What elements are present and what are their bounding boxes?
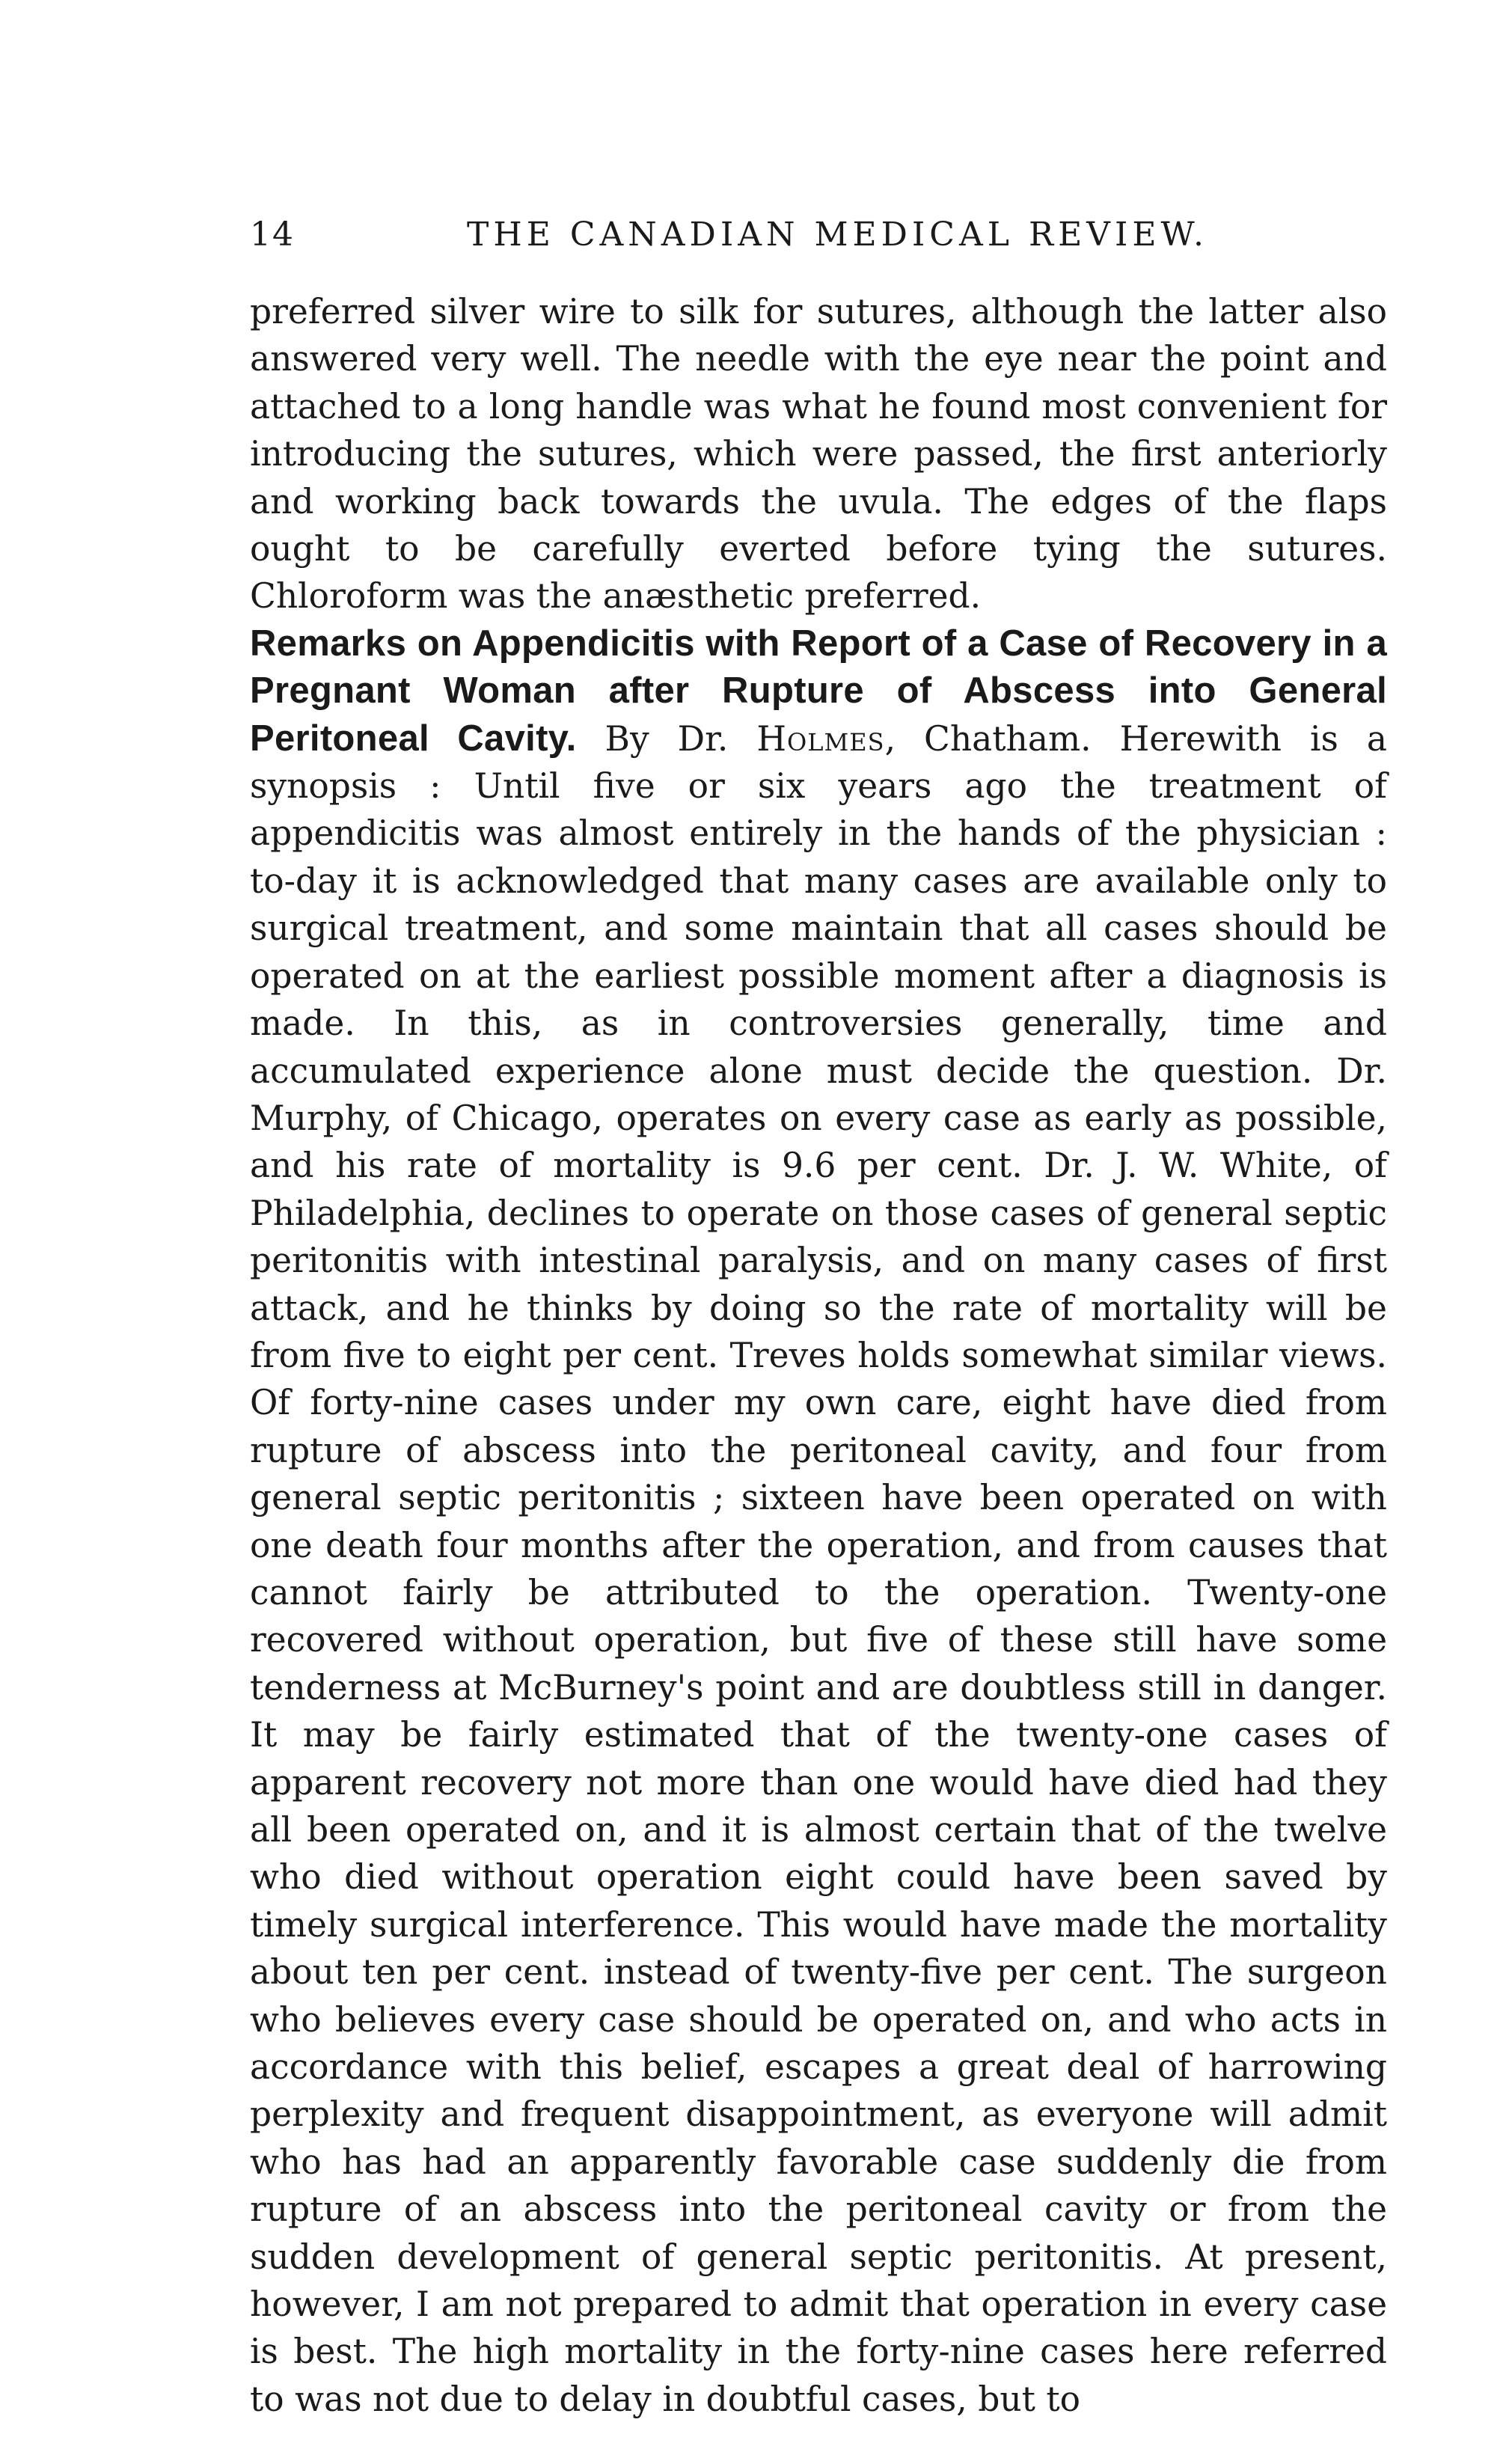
- article-body: Herewith is a synopsis : Until five or six years ago the treatment of appendicitis was almost entirely in the hands of the physician : to-day it is acknowledged that many cases are available only to surgical treatment, and some maintain that all cases should be operated on at the earliest possible moment after a diagnosis is made. In this, as in controversies generally, time and accumulated experience alone must decide the question. Dr. Murphy, of Chicago, operates on every case as early as possible, and his rate of mortality is 9.6 per cent. Dr. J. W. White, of Philadelphia, declines to operate on those cases of general septic peritonitis with intestinal paralysis, and on many cases of first attack, and he thinks by doing so the rate of mortality will be from five to eight per cent. Treves holds somewhat similar views. Of forty-nine cases under my own care, eight have died from rupture of abscess into the peritoneal cavity, and four from general septic peritonitis ; sixteen have been operated on with one death four months after the operation, and from causes that cannot fairly be attributed to the operation. Twenty-one recovered without operation, but five of these still have some tenderness at McBurney's point and are doubtless still in danger. It may be fairly estimated that of the twenty-one cases of apparent recovery not more than one would have died had they all been operated on, and it is almost certain that of the twelve who died without operation eight could have been saved by timely surgical interference. This would have made the mortality about ten per cent. instead of twenty-five per cent. The surgeon who believes every case should be operated on, and who acts in accordance with this belief, escapes a great deal of harrowing perplexity and frequent disappointment, as everyone will admit who has had an apparently favorable case suddenly die from rupture of an abscess into the peritoneal cavity or from the sudden development of general septic peritonitis. At present, however, I am not prepared to admit that operation in every case is best. The high mortality in the forty-nine cases here referred to was not due to delay in doubtful cases, but to: [250, 718, 1387, 2419]
- byline-prefix: By Dr.: [576, 718, 757, 759]
- article-title: Remarks on Appendicitis with Report of a Case of Recovery in a Pregnant Woman after Rupture of Abscess into General Peritoneal Cavity.: [250, 623, 1387, 759]
- article-paragraph: [250, 620, 1387, 2423]
- continued-paragraph: preferred silver wire to silk for sutures, although the latter also answered very well. The needle with the eye near the point and attached to a long handle was what he found most convenient for introducing the sutures, which were passed, the first anteriorly and working back towards the uvula. The edges of the flaps ought to be carefully everted before tying the sutures. Chloroform was the anæsthetic preferred.: [250, 292, 1387, 617]
- page-header: [250, 215, 1387, 260]
- body-text: [250, 288, 1387, 2423]
- author-place: , Chatham.: [884, 718, 1092, 759]
- running-title: THE CANADIAN MEDICAL REVIEW.: [467, 215, 1208, 254]
- page-number: 14: [250, 215, 295, 254]
- author-name: Holmes: [756, 718, 885, 759]
